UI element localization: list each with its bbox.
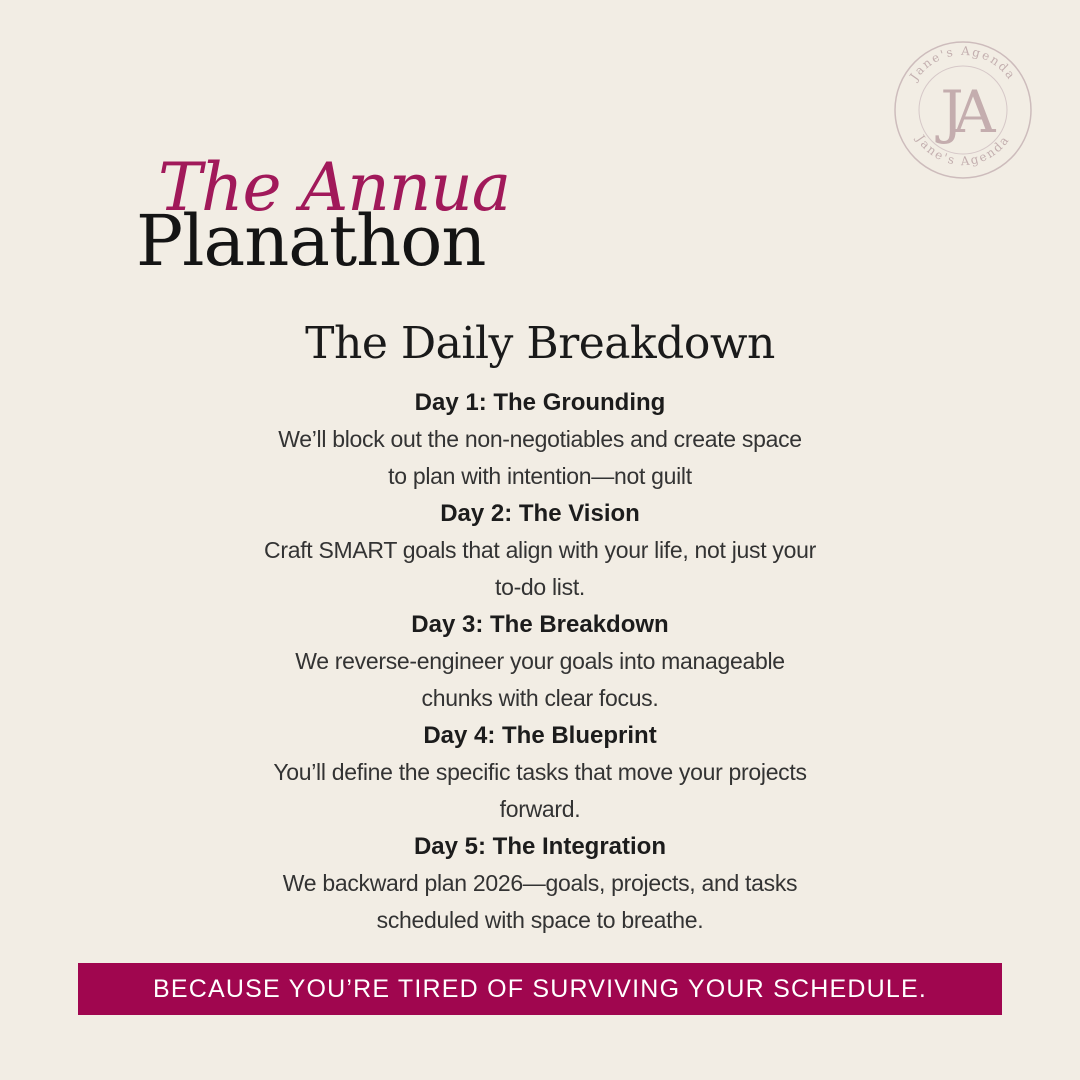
- day-item: [160, 828, 920, 939]
- logo-seal-icon: [893, 40, 1033, 180]
- section-subtitle: The Daily Breakdown: [305, 318, 775, 369]
- tagline-banner: [78, 963, 1002, 1015]
- day-heading: Day 2: The Vision: [440, 500, 640, 527]
- day-description: [160, 532, 920, 606]
- svg-text:JA: JA: [940, 78, 986, 146]
- day-description: [160, 865, 920, 939]
- day-description-line: We reverse-engineer your goals into manageable: [295, 648, 785, 674]
- svg-text:Jane's Agenda: Jane's Agenda: [906, 43, 1019, 83]
- svg-text:Jane's Agenda: Jane's Agenda: [913, 132, 1013, 169]
- day-item: [160, 717, 920, 828]
- janes-agenda-logo: [893, 40, 1033, 180]
- day-item: [160, 384, 920, 495]
- day-heading: Day 5: The Integration: [413, 833, 667, 860]
- day-description-line: chunks with clear focus.: [421, 685, 659, 711]
- day-heading: Day 4: The Blueprint: [423, 722, 657, 749]
- day-heading: Day 3: The Breakdown: [411, 611, 669, 638]
- page-title: Planathon: [136, 200, 486, 282]
- day-list: [160, 384, 920, 939]
- day-description-line: forward.: [499, 796, 581, 822]
- day-heading: Day 1: The Grounding: [414, 389, 666, 416]
- day-description-line: scheduled with space to breathe.: [376, 907, 704, 933]
- day-description-line: Craft SMART goals that align with your life, not just your: [264, 537, 816, 563]
- day-description-line: We backward plan 2026—goals, projects, and tasks: [282, 870, 798, 896]
- day-item: [160, 606, 920, 717]
- day-item: [160, 495, 920, 606]
- day-description: [160, 754, 920, 828]
- day-description-line: to plan with intention—not guilt: [388, 463, 692, 489]
- tagline-text: BECAUSE YOU’RE TIRED OF SURVIVING YOUR SCHEDULE.: [153, 974, 927, 1003]
- day-description-line: to-do list.: [494, 574, 585, 600]
- day-description-line: We’ll block out the non-negotiables and create space: [278, 426, 802, 452]
- day-description-line: You’ll define the specific tasks that move your projects: [273, 759, 807, 785]
- day-description: [160, 643, 920, 717]
- title-script-text: The Annual: [158, 149, 512, 226]
- day-description: [160, 421, 920, 495]
